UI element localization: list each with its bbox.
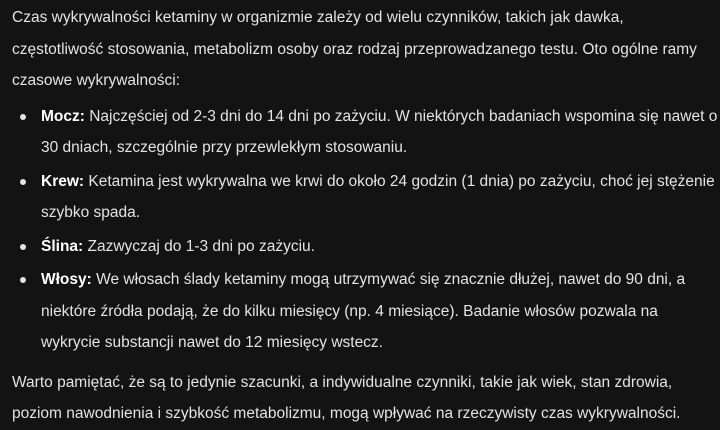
item-text: Najczęściej od 2-3 dni do 14 dni po zażyciu. W niektórych badaniach wspomina się nawet o 30 dniach, szczególnie przy przewlekłym stosowaniu. — [41, 107, 718, 156]
bullet-dot — [20, 277, 26, 283]
item-term: Mocz: — [41, 107, 85, 125]
item-text: Ketamina jest wykrywalna we krwi do około 24 godzin (1 dnia) po zażyciu, choć jej stężenie szybko spada. — [41, 172, 715, 221]
item-text: We włosach ślady ketaminy mogą utrzymywać się znacznie dłużej, nawet do 90 dni, a niektóre źródła podają, że do kilku miesięcy (np. 4 miesiące). Badanie włosów pozwala na wykrycie substancji nawet do 12 miesięcy wstecz. — [41, 271, 686, 351]
list-item-hair — [12, 264, 720, 359]
bullet-dot — [20, 114, 26, 120]
item-term: Krew: — [41, 172, 85, 190]
item-term: Ślina: — [41, 237, 84, 255]
outro-paragraph: Warto pamiętać, że są to jedynie szacunki, a indywidualne czynniki, takie jak wiek, stan zdrowia, poziom nawodnienia i szybkość metabolizmu, mogą wpływać na rzeczywisty czas wykrywalności. — [12, 373, 681, 422]
list-item-blood — [12, 166, 720, 229]
list-item-saliva — [12, 231, 720, 263]
intro-paragraph: Czas wykrywalności ketaminy w organizmie zależy od wielu czynników, takich jak dawka, częstotliwość stosowania, metabolizm osoby oraz rodzaj przeprowadzanego testu. Oto ogólne ramy czasowe wykrywalności: — [12, 9, 697, 89]
bullet-dot — [20, 244, 26, 250]
bullet-dot — [20, 179, 26, 185]
item-text: Zazwyczaj do 1-3 dni po zażyciu. — [83, 237, 315, 255]
list-item-urine — [12, 101, 720, 164]
item-term: Włosy: — [41, 271, 92, 288]
detection-time-list — [12, 101, 720, 359]
